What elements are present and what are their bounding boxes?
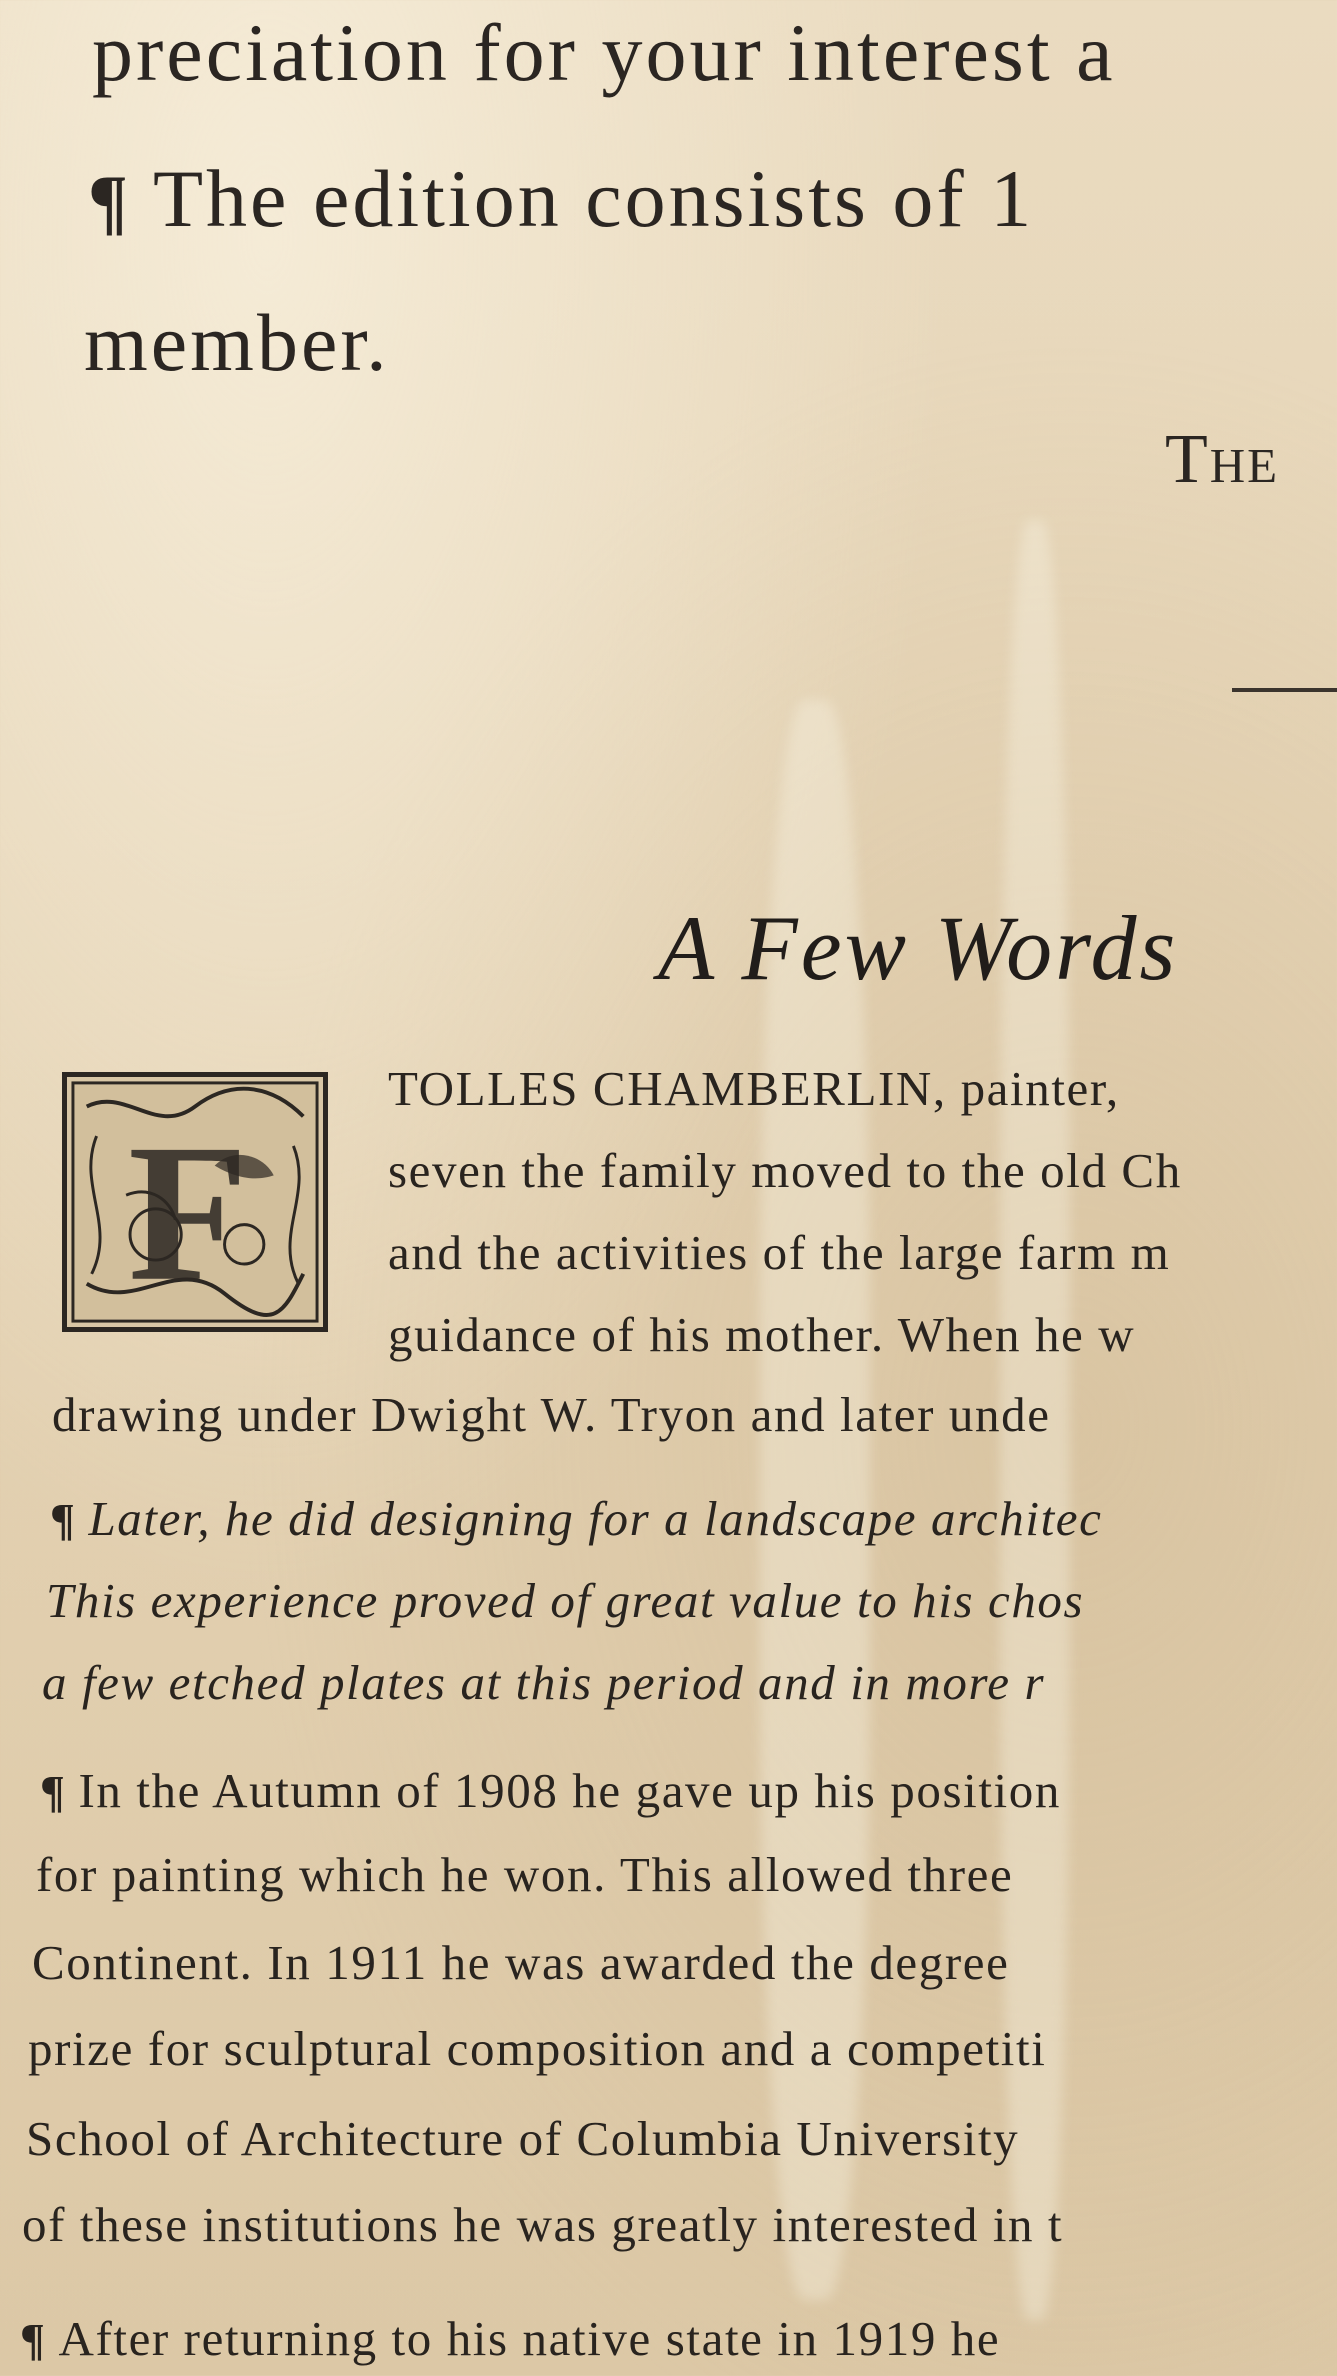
- p2-line-1: [50, 1490, 1103, 1547]
- intro-line-2-text: The edition consists of 1: [152, 153, 1035, 244]
- p3-line-1-text: In the Autumn of 1908 he gave up his position: [78, 1763, 1061, 1818]
- p1-line-3: and the activities of the large farm m: [388, 1225, 1171, 1280]
- dropcap-letter: F: [128, 1103, 249, 1322]
- p1-line-1: TOLLES CHAMBERLIN, painter,: [388, 1061, 1120, 1116]
- p3-line-1: [40, 1762, 1061, 1819]
- section-heading: A Few Words: [658, 897, 1179, 999]
- intro-line-2: [88, 152, 1034, 246]
- signature: The: [1165, 421, 1280, 498]
- p2-line-3: a few etched plates at this period and in more r: [42, 1655, 1046, 1710]
- p2-line-1-text: Later, he did designing for a landscape architec: [88, 1491, 1103, 1546]
- intro-line-1: preciation for your interest a: [92, 7, 1116, 98]
- paragraph-mark: ¶: [20, 2314, 47, 2365]
- p2-line-2: This experience proved of great value to his chos: [46, 1573, 1085, 1628]
- intro-line-3: member.: [84, 297, 390, 388]
- p3-line-5: School of Architecture of Columbia University: [26, 2111, 1020, 2166]
- p4-line-1-text: After returning to his native state in 1919 he: [58, 2311, 1001, 2366]
- p4-line-1: [20, 2310, 1000, 2367]
- p1-line-4: guidance of his mother. When he w: [388, 1307, 1136, 1362]
- p3-line-6: of these institutions he was greatly interested in t: [22, 2197, 1064, 2252]
- paragraph-mark: ¶: [88, 161, 131, 243]
- p1-line-2: seven the family moved to the old Ch: [388, 1143, 1182, 1198]
- ornament-letter-f-icon: [67, 1077, 323, 1327]
- p1-line-5: drawing under Dwight W. Tryon and later unde: [52, 1387, 1051, 1442]
- paragraph-mark: ¶: [50, 1494, 77, 1545]
- p3-line-4: prize for sculptural composition and a competiti: [28, 2021, 1047, 2076]
- p3-line-3: Continent. In 1911 he was awarded the degree: [32, 1935, 1010, 1990]
- divider-rule: [1232, 688, 1337, 692]
- paragraph-mark: ¶: [40, 1766, 67, 1817]
- decorative-dropcap: [62, 1072, 328, 1332]
- p3-line-2: for painting which he won. This allowed three: [36, 1847, 1014, 1902]
